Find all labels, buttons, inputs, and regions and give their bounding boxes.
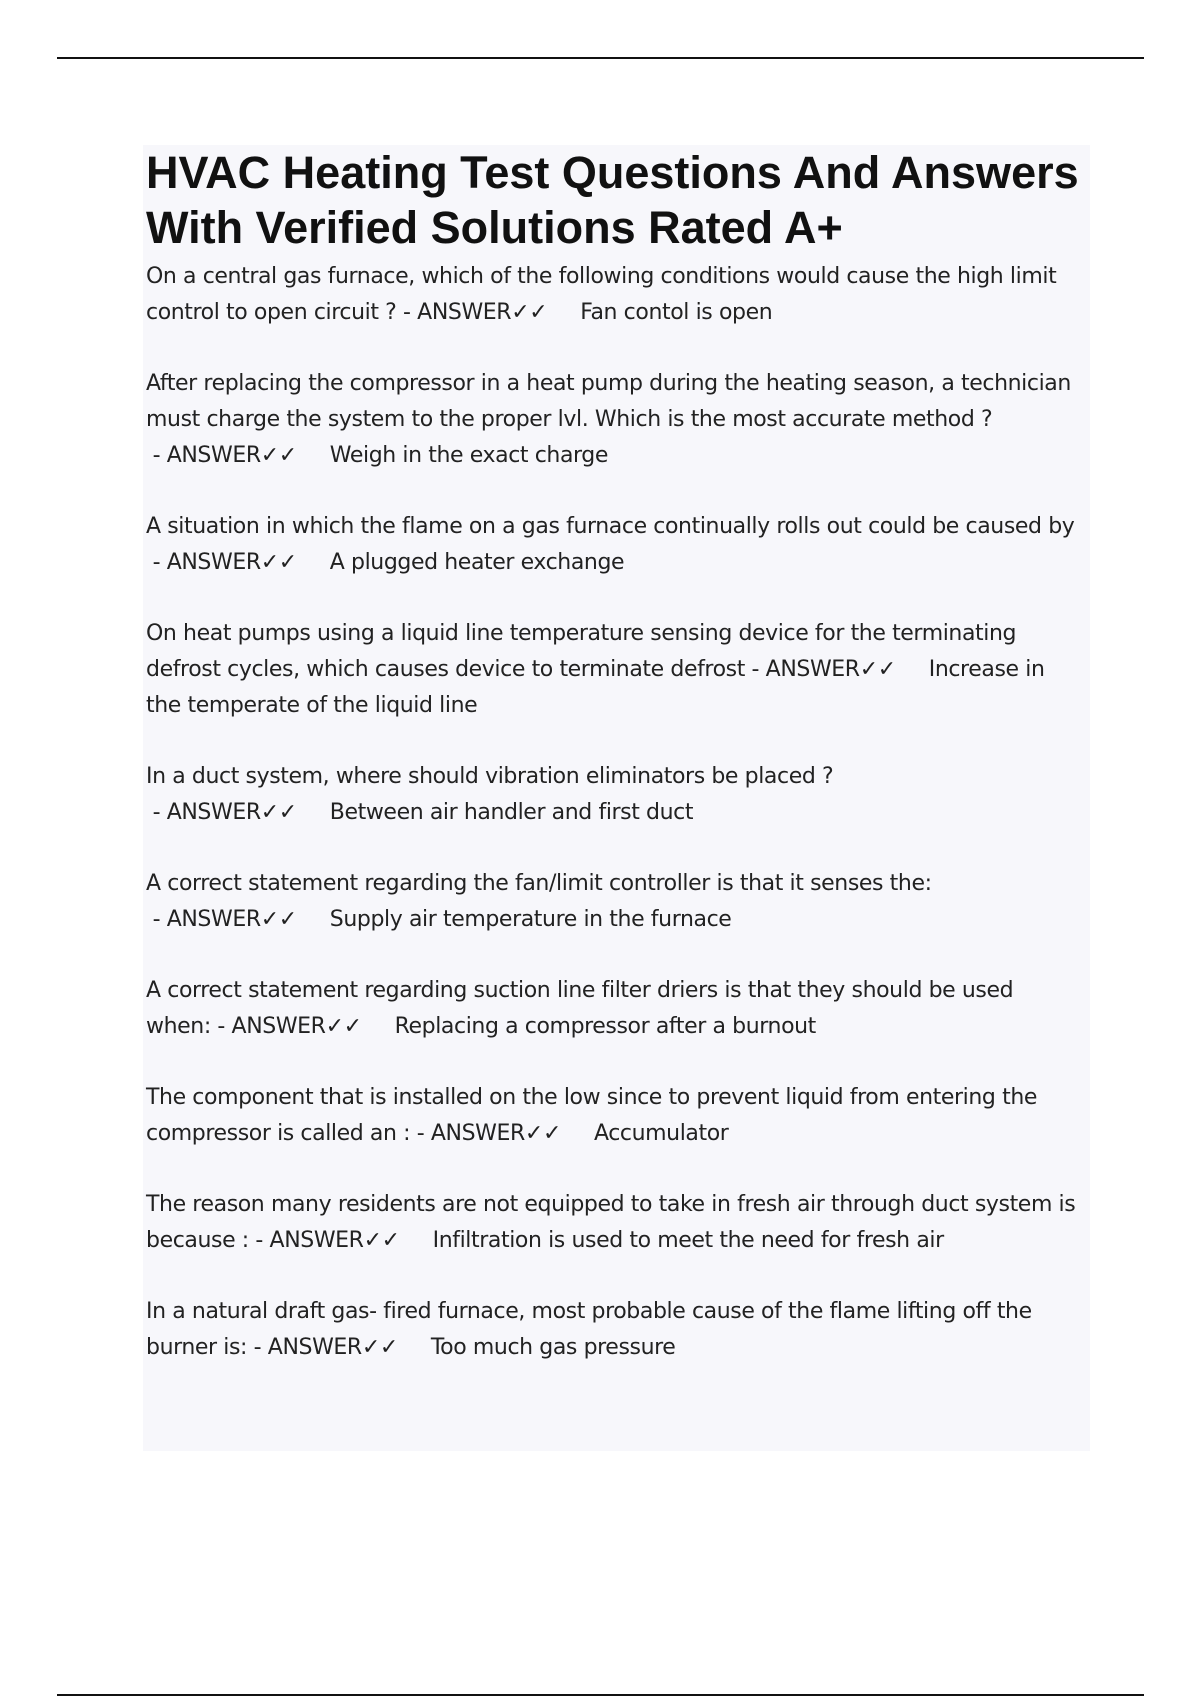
answer-text: Increase in the temperate of the liquid line xyxy=(146,657,1045,718)
top-rule xyxy=(57,57,1144,59)
question-text: In a natural draft gas- fired furnace, most probable cause of the flame lifting off the burner is: xyxy=(146,1299,1032,1360)
answer-marker: - ANSWER✓✓ xyxy=(744,657,896,682)
answer-text: A plugged heater exchange xyxy=(329,550,625,575)
qa-item xyxy=(146,1080,1084,1152)
question-text: On heat pumps using a liquid line temperature sensing device for the terminating defrost cycles, which causes device to terminate defrost xyxy=(146,621,1017,682)
answer-marker: - ANSWER✓✓ xyxy=(146,800,297,825)
answer-text: Replacing a compressor after a burnout xyxy=(394,1014,816,1039)
question-text: On a central gas furnace, which of the following conditions would cause the high limit control to open circuit ? xyxy=(146,264,1057,325)
question-text: A correct statement regarding suction line filter driers is that they should be used when: xyxy=(146,978,1014,1039)
answer-text: Supply air temperature in the furnace xyxy=(329,907,732,932)
qa-item xyxy=(146,759,1084,831)
question-text: In a duct system, where should vibration eliminators be placed ? xyxy=(146,764,834,789)
question-text: A situation in which the flame on a gas furnace continually rolls out could be caused by xyxy=(146,514,1075,539)
qa-item xyxy=(146,1187,1084,1259)
qa-item xyxy=(146,616,1084,724)
question-text: After replacing the compressor in a heat pump during the heating season, a technician must charge the system to the proper lvl. Which is the most accurate method ? xyxy=(146,371,1071,432)
answer-marker: - ANSWER✓✓ xyxy=(248,1228,400,1253)
answer-marker: - ANSWER✓✓ xyxy=(247,1335,398,1360)
answer-marker: - ANSWER✓✓ xyxy=(396,300,548,325)
answer-text: Accumulator xyxy=(593,1121,729,1146)
qa-item xyxy=(146,366,1084,474)
qa-item xyxy=(146,259,1084,331)
answer-text: Too much gas pressure xyxy=(430,1335,676,1360)
answer-text: Between air handler and first duct xyxy=(329,800,694,825)
document-title: HVAC Heating Test Questions And Answers With Verified Solutions Rated A+ xyxy=(146,147,1079,253)
bottom-rule xyxy=(57,1694,1144,1696)
answer-text: Weigh in the exact charge xyxy=(329,443,608,468)
qa-item xyxy=(146,866,1084,938)
question-text: The reason many residents are not equipped to take in fresh air through duct system is because : xyxy=(146,1192,1076,1253)
qa-item xyxy=(146,509,1084,581)
question-text: A correct statement regarding the fan/limit controller is that it senses the: xyxy=(146,871,932,896)
answer-marker: - ANSWER✓✓ xyxy=(146,550,297,575)
qa-item xyxy=(146,1294,1084,1366)
answer-text: Infiltration is used to meet the need for fresh air xyxy=(432,1228,944,1253)
question-text: The component that is installed on the low since to prevent liquid from entering the compressor is called an : xyxy=(146,1085,1037,1146)
answer-marker: - ANSWER✓✓ xyxy=(146,443,297,468)
answer-text: Fan contol is open xyxy=(580,300,773,325)
answer-marker: - ANSWER✓✓ xyxy=(146,907,297,932)
answer-marker: - ANSWER✓✓ xyxy=(410,1121,561,1146)
qa-item xyxy=(146,973,1084,1045)
document-body xyxy=(143,145,1090,1451)
answer-marker: - ANSWER✓✓ xyxy=(210,1014,362,1039)
